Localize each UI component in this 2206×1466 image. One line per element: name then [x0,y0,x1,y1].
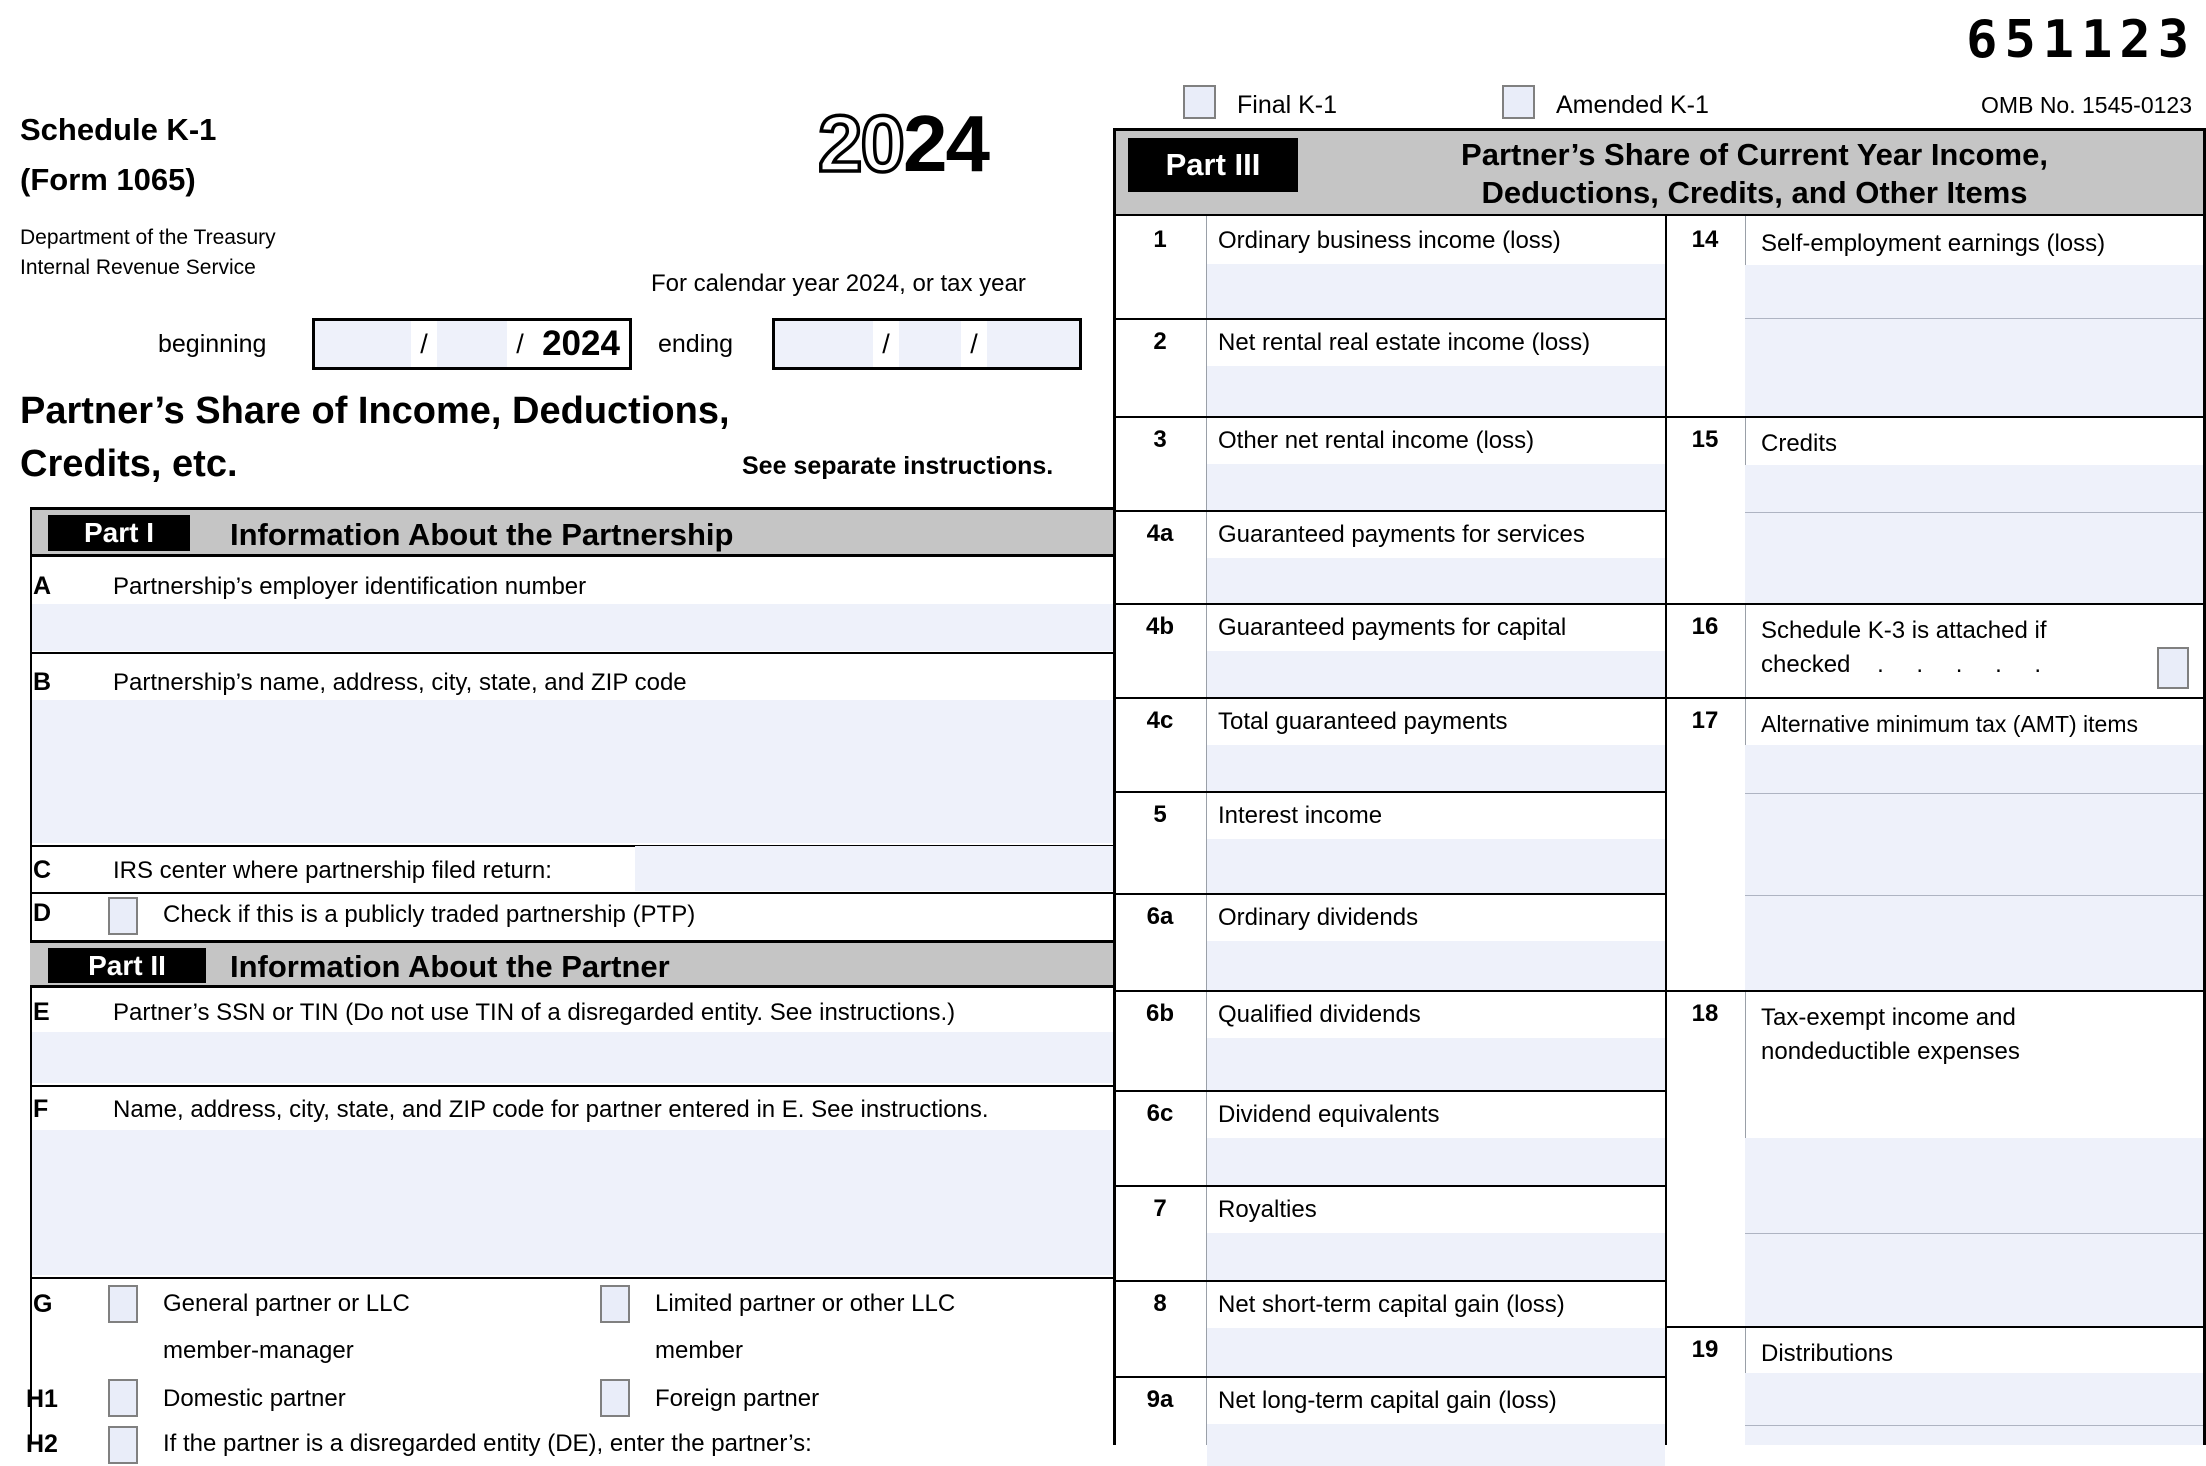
item-18-label-line2: nondeductible expenses [1761,1038,2020,1066]
dept-treasury-line: Department of the Treasury [20,226,276,249]
item-8-number: 8 [1153,1290,1167,1317]
part3-title-line1: Partner’s Share of Current Year Income, [1461,137,2048,172]
input-gridline [1745,793,2203,794]
item-16-label-line1: Schedule K-3 is attached if [1761,617,2047,644]
part2-header-bar [30,940,1113,988]
see-instructions-note: See separate instructions. [742,452,1054,480]
item-d-label: Check if this is a publicly traded partnership (PTP) [163,901,696,928]
item-16-label [1761,614,2203,682]
item-15-input[interactable] [1745,465,2203,603]
item-c-letter: C [33,856,52,884]
tax-year-outline: 20 [818,99,903,188]
item-f-label: Name, address, city, state, and ZIP code for partner entered in E. See instructions. [113,1096,989,1123]
part3-box [1113,128,2206,1445]
form-title-line2: Credits, etc. [20,443,238,485]
part1-title: Information About the Partnership [230,517,734,552]
item-14-number: 14 [1691,226,1719,253]
item-14-label: Self-employment earnings (loss) [1761,230,2106,257]
item-15-section [1665,416,2203,603]
amended-k1-checkbox[interactable] [1502,85,1535,119]
item-18-number: 18 [1691,1000,1719,1027]
item-19-label: Distributions [1761,1340,1894,1367]
limited-partner-label-line1: Limited partner or other LLC [655,1290,956,1317]
item-4a-label: Guaranteed payments for services [1218,521,1585,548]
item-18-section [1665,990,2203,1326]
item-19-number: 19 [1691,1336,1719,1363]
item-17-label: Alternative minimum tax (AMT) items [1761,711,2139,737]
item-9a-number: 9a [1146,1386,1174,1413]
item-16-section [1665,603,2203,697]
item-4b-number: 4b [1145,613,1174,640]
item-7-input[interactable] [1207,1233,1665,1280]
calendar-year-line: For calendar year 2024, or tax year [651,270,1026,297]
item-4b-label: Guaranteed payments for capital [1218,614,1567,641]
disregarded-entity-checkbox[interactable] [108,1426,138,1464]
input-gridline [1745,1233,2203,1234]
beginning-label: beginning [158,330,267,358]
item-f-letter: F [33,1095,49,1123]
final-k1-checkbox[interactable] [1183,85,1216,119]
item-2-label: Net rental real estate income (loss) [1218,329,1591,356]
item-6c-number: 6c [1146,1100,1174,1127]
partner-name-address-input[interactable] [32,1130,1113,1275]
item-4a-row [1116,510,1665,603]
item-e-label: Partner’s SSN or TIN (Do not use TIN of a disregarded entity. See instructions.) [113,999,956,1026]
item-5-row [1116,791,1665,893]
item-3-row [1116,416,1665,510]
input-gridline [1745,1425,2203,1426]
item-5-label: Interest income [1218,802,1383,829]
item-15-number: 15 [1691,426,1719,453]
item-14-input[interactable] [1745,265,2203,416]
item-17-input[interactable] [1745,745,2203,990]
part1-badge: Part I [48,515,190,551]
row-divider [30,1277,1113,1279]
item-19-section [1665,1326,2203,1445]
item-d-letter: D [33,899,52,927]
item-17-number: 17 [1691,707,1719,734]
form-number: (Form 1065) [20,162,196,197]
date-slash: / [420,328,428,359]
date-slash: / [882,328,890,359]
ending-label: ending [658,330,734,358]
domestic-partner-checkbox[interactable] [108,1379,138,1417]
irs-line: Internal Revenue Service [20,256,256,279]
item-5-number: 5 [1153,801,1167,828]
item-6a-label: Ordinary dividends [1218,904,1419,931]
item-5-input[interactable] [1207,839,1665,893]
row-divider [30,892,1113,894]
tax-year-bold: 24 [902,99,988,188]
item-4a-input[interactable] [1207,558,1665,603]
input-gridline [1745,895,2203,896]
item-6b-row [1116,990,1665,1090]
item-8-input[interactable] [1207,1328,1665,1376]
tax-year [818,98,988,190]
item-4c-number: 4c [1146,707,1174,734]
ending-day-input[interactable] [899,321,961,367]
omb-number: OMB No. 1545-0123 [1981,92,2192,118]
item-2-input[interactable] [1207,366,1665,416]
item-4b-input[interactable] [1207,651,1665,697]
item-17-section [1665,697,2203,990]
item-c-label: IRS center where partnership filed return: [113,857,552,884]
item-6c-row [1116,1090,1665,1185]
item-6a-row [1116,893,1665,990]
item-h2-letter: H2 [26,1430,58,1458]
input-gridline [1745,512,2203,513]
item-7-row [1116,1185,1665,1280]
part3-title-line2: Deductions, Credits, and Other Items [1481,175,2028,210]
part2-title: Information About the Partner [230,949,670,984]
item-6b-input[interactable] [1207,1038,1665,1090]
item-4b-row [1116,603,1665,697]
foreign-partner-label: Foreign partner [655,1385,820,1412]
item-15-label: Credits [1761,430,1838,457]
part1-header-bar [30,507,1113,557]
item-14-section [1665,218,2203,416]
date-slash: / [516,328,524,359]
ending-date-field[interactable] [772,318,1082,370]
k3-attached-checkbox[interactable] [2157,647,2189,689]
item-18-label [1761,1001,2203,1069]
item-1-label: Ordinary business income (loss) [1218,227,1561,254]
item-h2-label: If the partner is a disregarded entity (DE), enter the partner’s: [163,1430,812,1457]
item-2-row [1116,318,1665,416]
general-partner-label-line2: member-manager [163,1337,354,1364]
amended-k1-label: Amended K-1 [1556,91,1709,119]
item-6c-label: Dividend equivalents [1218,1101,1440,1128]
beginning-day-input[interactable] [437,321,507,367]
item-2-number: 2 [1153,328,1167,355]
part3-header-bar [1116,131,2203,216]
part3-badge: Part III [1128,138,1298,192]
limited-partner-checkbox[interactable] [600,1285,630,1323]
item-1-input[interactable] [1207,264,1665,318]
dotted-leader: . . . . . [1877,651,2042,679]
item-3-number: 3 [1153,426,1167,453]
general-partner-checkbox[interactable] [108,1285,138,1323]
item-3-label: Other net rental income (loss) [1218,427,1535,454]
item-g-letter: G [33,1290,53,1318]
partner-ssn-input[interactable] [32,1032,1113,1083]
item-16-label-line2: checked [1761,651,1851,679]
row-divider [30,652,1113,654]
item-7-label: Royalties [1218,1196,1317,1223]
beginning-year-value: 2024 [542,324,620,363]
item-16-number: 16 [1691,613,1719,640]
item-8-label: Net short-term capital gain (loss) [1218,1291,1565,1318]
input-gridline [1745,318,2203,319]
date-slash: / [970,328,978,359]
general-partner-label-line1: General partner or LLC [163,1290,410,1317]
item-e-letter: E [33,998,50,1026]
item-6b-number: 6b [1145,1000,1174,1027]
limited-partner-label-line2: member [655,1337,744,1364]
item-6a-input[interactable] [1207,941,1665,990]
partnership-ein-input[interactable] [32,604,1113,651]
domestic-partner-label: Domestic partner [163,1385,346,1412]
final-k1-label: Final K-1 [1237,91,1338,119]
part2-badge: Part II [48,948,206,983]
item-18-label-line1: Tax-exempt income and [1761,1004,2016,1031]
item-9a-input[interactable] [1207,1424,1665,1466]
beginning-month-input[interactable] [315,321,411,367]
beginning-date-field[interactable] [312,318,632,370]
item-9a-row [1116,1376,1665,1466]
item-18-input[interactable] [1745,1138,2203,1326]
item-4c-label: Total guaranteed payments [1218,708,1508,735]
item-a-letter: A [33,572,52,600]
form-serial-number: 651123 [1966,10,2196,70]
partnership-name-address-input[interactable] [32,700,1113,843]
item-6c-input[interactable] [1207,1138,1665,1185]
item-b-label: Partnership’s name, address, city, state, and ZIP code [113,669,687,696]
item-19-input[interactable] [1745,1373,2203,1445]
item-4c-row [1116,697,1665,791]
schedule-title: Schedule K-1 [20,112,217,147]
item-6b-label: Qualified dividends [1218,1001,1421,1028]
irs-center-input[interactable] [635,846,1113,891]
item-a-label: Partnership’s employer identification number [113,573,587,600]
item-4c-input[interactable] [1207,745,1665,791]
item-9a-label: Net long-term capital gain (loss) [1218,1387,1557,1414]
ending-year-input[interactable] [987,321,1079,367]
foreign-partner-checkbox[interactable] [600,1379,630,1417]
item-8-row [1116,1280,1665,1376]
ending-month-input[interactable] [775,321,873,367]
form-title-line1: Partner’s Share of Income, Deductions, [20,390,730,432]
item-b-letter: B [33,668,52,696]
item-6a-number: 6a [1146,903,1174,930]
item-7-number: 7 [1153,1195,1167,1222]
item-3-input[interactable] [1207,464,1665,510]
ptp-checkbox[interactable] [108,897,138,935]
item-4a-number: 4a [1146,520,1174,547]
item-1-row [1116,218,1665,318]
item-1-number: 1 [1153,226,1167,253]
item-h1-letter: H1 [26,1385,58,1413]
row-divider [30,1085,1113,1087]
